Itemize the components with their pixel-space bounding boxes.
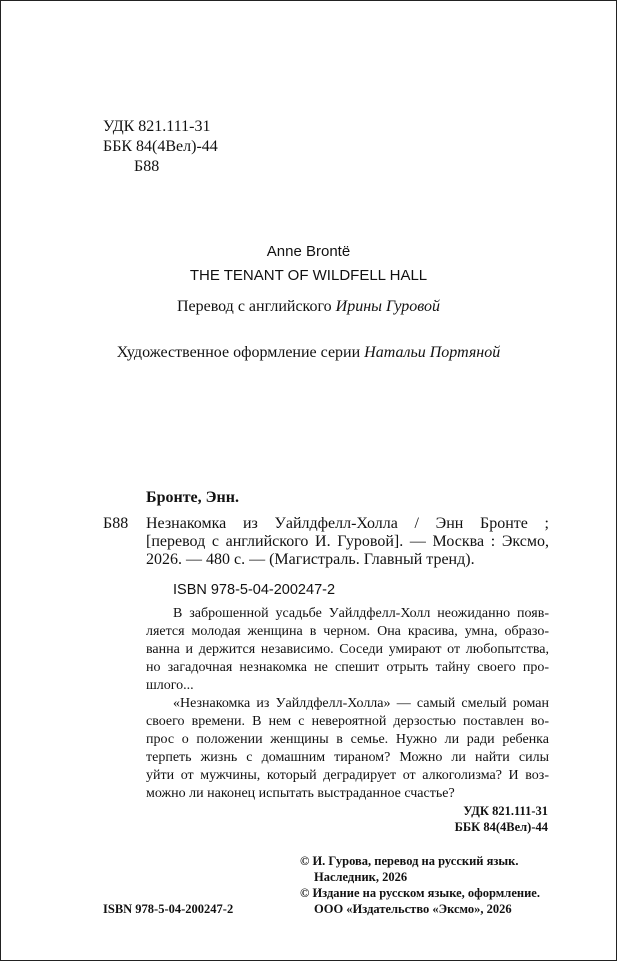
design-prefix: Художественное оформление серии [116, 344, 361, 361]
author-mark: Б88 [134, 158, 160, 175]
catalog-isbn: ISBN 978-5-04-200247-2 [173, 582, 336, 598]
designer-name: Натальи Портяной [364, 344, 501, 361]
catalog-line-3: 2026. — 480 с. — (Магистраль. Главный тренд). [146, 551, 475, 568]
catalog-line-1: Незнакомка из Уайлдфелл-Холла / Энн Бронте ; [146, 515, 549, 532]
translation-prefix: Перевод с английского [176, 298, 332, 315]
catalog-heading: Бронте, Энн. [146, 489, 239, 506]
annotation-line-11: можно ли наконец испытать выстраданное счастье? [146, 786, 455, 801]
annotation-line-9: терпеть жизнь с домашним тираном? Можно ли найти силы [146, 750, 549, 765]
annotation-line-5: шлого... [146, 678, 194, 693]
annotation-line-3: ванна и держится независимо. Соседи умирают от любопытства, [146, 642, 549, 657]
original-author: Anne Brontë [266, 243, 351, 260]
copyright-line-1: © И. Гурова, перевод на русский язык. [300, 854, 519, 868]
catalog-code: Б88 [103, 515, 129, 532]
annotation-line-4: но загадочная незнакомка не спешит отрыть тайну своего про- [146, 660, 549, 675]
bbk-code: ББК 84(4Вел)-44 [103, 138, 218, 155]
copyright-line-2: Наследник, 2026 [314, 870, 408, 884]
annotation-line-10: уйти от мужчины, который деградирует от алкоголизма? И воз- [146, 768, 549, 783]
udk-code: УДК 821.111-31 [103, 118, 211, 135]
footer-isbn: ISBN 978-5-04-200247-2 [103, 902, 234, 916]
annotation-line-8: прос о положении женщины в семье. Нужно ли ради ребенка [146, 732, 549, 747]
design-credit [0, 343, 617, 363]
annotation-line-7: своего времени. В нем с невероятной дерзостью поставлен во- [146, 714, 549, 729]
copyright-line-4: ООО «Издательство «Эксмо», 2026 [314, 902, 512, 916]
annotation-line-1: В заброшенной усадьбе Уайлдфелл-Холл неожиданно появ- [173, 606, 549, 621]
original-title: THE TENANT OF WILDFELL HALL [189, 267, 428, 284]
annotation-line-6: «Незнакомка из Уайлдфелл-Холла» — самый смелый роман [173, 696, 549, 711]
copyright-line-3: © Издание на русском языке, оформление. [300, 886, 540, 900]
annotation-line-2: ляется молодая женщина в черном. Она красива, умна, образо- [146, 624, 549, 639]
translator-name: Ирины Гуровой [335, 298, 441, 315]
footer-bbk: ББК 84(4Вел)-44 [454, 820, 548, 834]
footer-udk: УДК 821.111-31 [463, 804, 548, 818]
catalog-line-2: [перевод с английского И. Гуровой]. — Москва : Эксмо, [146, 533, 549, 550]
translation-credit [0, 297, 617, 317]
